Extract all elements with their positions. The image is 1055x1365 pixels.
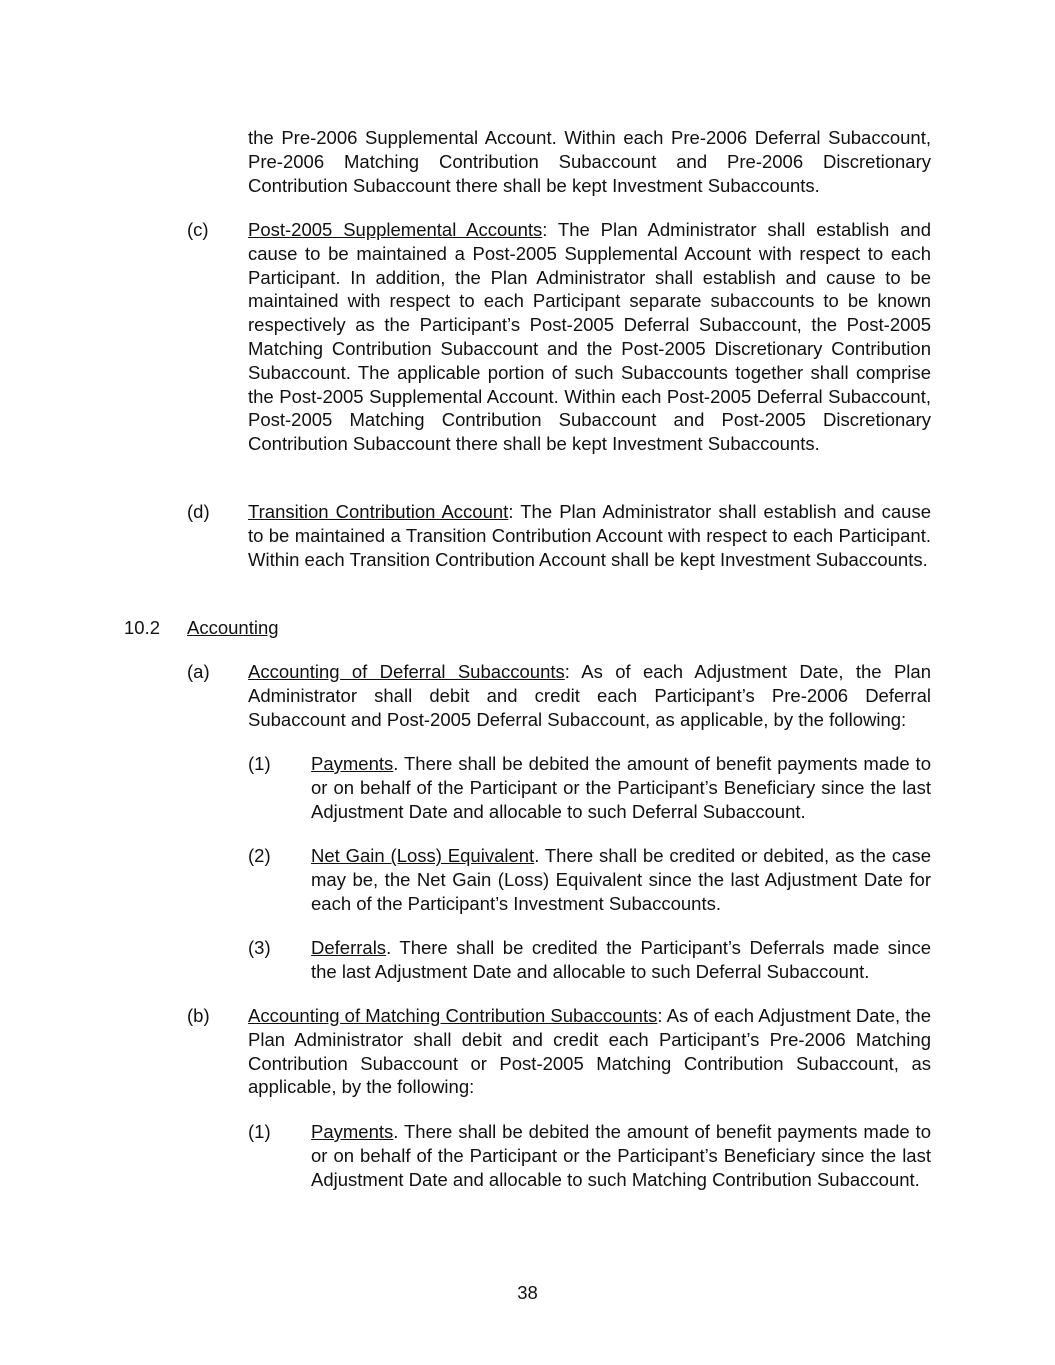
- section-c-paragraph: [248, 218, 931, 456]
- sub-a-item-2-paragraph: [311, 844, 931, 915]
- sub-a-item-3-paragraph: [311, 936, 931, 984]
- section-10-2-number: 10.2: [124, 617, 161, 638]
- sub-b-item-1-marker: (1): [248, 1121, 271, 1142]
- section-10-2-title: Accounting: [187, 617, 279, 638]
- section-d-body: : The Plan Administrator shall establish and cause to be maintained a Transition Contribution Account with respect to each Participant. Within each Transition Contribution Account shall be kept Investment Subaccounts.: [248, 501, 931, 570]
- sub-a-item-3-body: . There shall be credited the Participant’s Deferrals made since the last Adjustment Date and allocable to such Deferral Subaccount.: [311, 937, 931, 982]
- sub-a-item-2-body: . There shall be credited or debited, as the case may be, the Net Gain (Loss) Equivalent since the last Adjustment Date for each of the Participant’s Investment Subaccounts.: [311, 845, 931, 914]
- sub-a-marker: (a): [187, 661, 210, 682]
- sub-a-paragraph: [248, 660, 931, 731]
- sub-a-item-1-title: Payments: [311, 753, 394, 774]
- sub-b-item-1-title: Payments: [311, 1121, 394, 1142]
- section-c-title: Post-2005 Supplemental Accounts: [248, 219, 543, 240]
- sub-b-paragraph: [248, 1004, 931, 1099]
- sub-a-title: Accounting of Deferral Subaccounts: [248, 661, 565, 682]
- sub-a-item-2-marker: (2): [248, 845, 271, 866]
- sub-a-item-1-paragraph: [311, 752, 931, 823]
- section-d-paragraph: [248, 500, 931, 571]
- sub-a-body: : As of each Adjustment Date, the Plan Administrator shall debit and credit each Participant’s Pre-2006 Deferral Subaccount and Post-2005 Deferral Subaccount, as applicable, by the following:: [248, 661, 931, 730]
- sub-a-item-1-body: . There shall be debited the amount of benefit payments made to or on behalf of the Participant or the Participant’s Beneficiary since the last Adjustment Date and allocable to such Deferral Subaccount.: [311, 753, 931, 822]
- section-c-body: : The Plan Administrator shall establish and cause to be maintained a Post-2005 Supplemental Account with respect to each Participant. In addition, the Plan Administrator shall establish and cause to be maintained with respect to each Participant separate subaccounts to be known respectively as the Participant’s Post-2005 Deferral Subaccount, the Post-2005 Matching Contribution Subaccount and the Post-2005 Discretionary Contribution Subaccount. The applicable portion of such Subaccounts together shall comprise the Post-2005 Supplemental Account. Within each Post-2005 Deferral Subaccount, Post-2005 Matching Contribution Subaccount and Post-2005 Discretionary Contribution Subaccount there shall be kept Investment Subaccounts.: [248, 219, 932, 455]
- section-d-title: Transition Contribution Account: [248, 501, 509, 522]
- sub-a-item-1-marker: (1): [248, 753, 271, 774]
- section-c-marker: (c): [187, 219, 209, 240]
- section-d-marker: (d): [187, 501, 210, 522]
- continuation-paragraph: the Pre-2006 Supplemental Account. Within each Pre-2006 Deferral Subaccount, Pre-2006 Matching Contribution Subaccount and Pre-2006 Discretionary Contribution Subaccount there shall be kept Investment Subaccounts.: [248, 127, 931, 196]
- sub-b-body: : As of each Adjustment Date, the Plan Administrator shall debit and credit each Participant’s Pre-2006 Matching Contribution Subaccount or Post-2005 Matching Contribution Subaccount, as applicable, by the following:: [248, 1005, 931, 1098]
- sub-b-item-1-paragraph: [311, 1120, 931, 1191]
- sub-a-item-3-marker: (3): [248, 937, 271, 958]
- sub-b-title: Accounting of Matching Contribution Subaccounts: [248, 1005, 658, 1026]
- sub-b-item-1-body: . There shall be debited the amount of benefit payments made to or on behalf of the Participant or the Participant’s Beneficiary since the last Adjustment Date and allocable to such Matching Contribution Subaccount.: [311, 1121, 931, 1190]
- sub-b-marker: (b): [187, 1005, 210, 1026]
- sub-a-item-3-title: Deferrals: [311, 937, 387, 958]
- sub-a-item-2-title: Net Gain (Loss) Equivalent: [311, 845, 535, 866]
- page-number: 38: [517, 1282, 538, 1303]
